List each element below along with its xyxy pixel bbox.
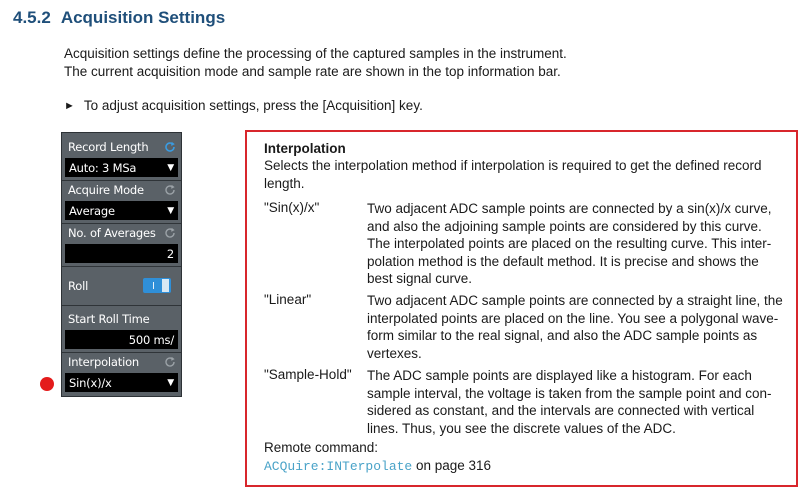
interpolation-label: Interpolation (68, 355, 139, 369)
definition-line: lines. Thus, you see the discrete values of the ADC. (367, 420, 676, 436)
description-intro: Selects the interpolation method if interpolation is required to get the defined record length. (264, 158, 762, 191)
record-length-dropdown[interactable] (65, 158, 178, 177)
intro-line-2: The current acquisition mode and sample rate are shown in the top information bar. (64, 64, 561, 79)
acquire-mode-value: Average (69, 203, 115, 218)
refresh-icon[interactable] (164, 184, 176, 196)
page-reference: on page 316 (412, 458, 492, 473)
start-roll-time-input[interactable] (65, 330, 178, 349)
definition-line: sample interval, the voltage is taken from the sample point and con- (367, 385, 772, 401)
acquire-mode-label: Acquire Mode (68, 183, 144, 197)
interpolation-description-box (245, 130, 798, 487)
roll-label: Roll (68, 279, 89, 293)
section-title: Acquisition Settings (60, 8, 226, 27)
chevron-down-icon: ▼ (167, 205, 174, 216)
definition-line: interpolated points are placed on the line. You see a polygonal wave- (367, 310, 779, 326)
averages-value: 2 (166, 246, 174, 261)
option-term-sinx: "Sin(x)/x" (264, 200, 320, 215)
remote-command-line (264, 458, 491, 474)
roll-toggle[interactable] (143, 278, 171, 293)
averages-input[interactable] (65, 244, 178, 263)
step-arrow-icon: ► (64, 99, 75, 112)
intro-line-1: Acquisition settings define the processing of the captured samples in the instrument. (64, 46, 567, 61)
step-text: To adjust acquisition settings, press the [Acquisition] key. (83, 98, 423, 113)
option-definition-linear (367, 292, 792, 362)
remote-command-label: Remote command: (264, 440, 379, 455)
callout-marker-dot (40, 377, 54, 391)
step-instruction (64, 98, 423, 113)
interpolation-header[interactable] (62, 351, 181, 373)
definition-line: best signal curve. (367, 271, 473, 286)
refresh-icon[interactable] (164, 227, 176, 239)
definition-line: Two adjacent ADC sample points are connected by a straight line, the (367, 293, 783, 308)
averages-label: No. of Averages (68, 226, 156, 240)
remote-command-link[interactable]: ACQuire:INTerpolate (264, 459, 413, 474)
start-roll-time-label: Start Roll Time (68, 312, 150, 326)
chevron-down-icon: ▼ (167, 162, 174, 173)
divider (62, 266, 181, 267)
acquire-mode-dropdown[interactable] (65, 201, 178, 220)
record-length-value: Auto: 3 MSa (69, 160, 137, 175)
definition-line: sidered as constant, and the intervals are connected with vertical (367, 403, 755, 418)
refresh-icon-active[interactable] (164, 141, 176, 153)
record-length-label: Record Length (68, 140, 149, 154)
section-heading (13, 8, 225, 28)
toggle-on-indicator (153, 282, 154, 289)
option-definition-sinx (367, 200, 792, 288)
refresh-icon[interactable] (164, 356, 176, 368)
intro-text (64, 45, 567, 81)
definition-line: Two adjacent ADC sample points are connected by a sin(x)/x curve, (367, 201, 772, 216)
definition-line: vertexes. (367, 345, 422, 361)
record-length-header[interactable] (62, 136, 181, 158)
option-term-sample-hold: "Sample-Hold" (264, 367, 352, 382)
description-title: Interpolation (264, 141, 346, 156)
toggle-knob (162, 279, 169, 292)
averages-header[interactable] (62, 222, 181, 244)
acquire-mode-header[interactable] (62, 179, 181, 201)
start-roll-time-value: 500 ms/ (128, 332, 174, 347)
start-roll-time-header (62, 308, 181, 330)
definition-line: The interpolated points are placed on the resulting curve. This inter- (367, 236, 772, 251)
option-definition-sample-hold (367, 367, 792, 437)
chevron-down-icon: ▼ (167, 377, 174, 388)
interpolation-value: Sin(x)/x (69, 375, 112, 390)
acquisition-side-panel (61, 132, 182, 397)
option-term-linear: "Linear" (264, 292, 312, 307)
definition-line: The ADC sample points are displayed like a histogram. For each (367, 368, 752, 383)
definition-line: polation method is the default method. It is precise and shows the (367, 253, 759, 269)
divider (62, 305, 181, 306)
definition-line: and also the adjoining sample points are considered by this curve. (367, 218, 762, 234)
interpolation-dropdown[interactable] (65, 373, 178, 392)
definition-line: form similar to the real signal, and also the ADC sample points as (367, 328, 758, 343)
section-number: 4.5.2 (13, 8, 51, 27)
